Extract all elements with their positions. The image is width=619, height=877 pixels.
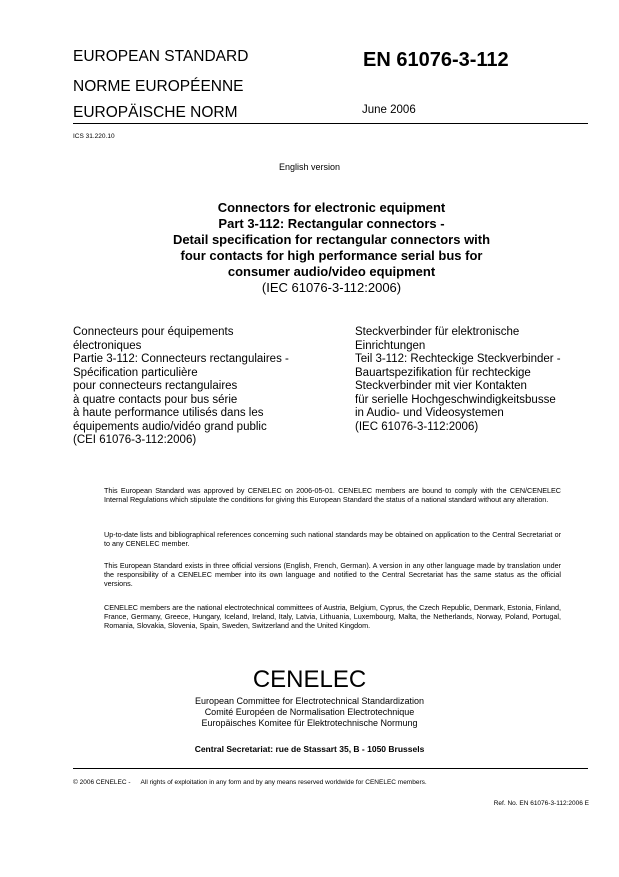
- title-line: Part 3-112: Rectangular connectors -: [218, 216, 445, 231]
- copyright-line: [73, 779, 427, 786]
- title-line: Detail specification for rectangular connectors with: [172, 232, 491, 247]
- standard-label-en: EUROPEAN STANDARD: [73, 48, 249, 65]
- publication-date: June 2006: [362, 104, 416, 116]
- french-line: à haute performance utilisés dans les: [73, 407, 264, 419]
- german-line: Einrichtungen: [355, 339, 426, 352]
- footer-divider: [73, 768, 588, 769]
- approval-paragraph: This European Standard was approved by CENELEC on 2006-05-01. CENELEC members are bound to comply with the CEN/CENELEC Internal Regulations which stipulate the conditions for giving this European Standard the status of a national standard without any alteration.: [104, 486, 561, 504]
- header-divider: [73, 123, 588, 124]
- french-line: à quatre contacts pour bus série: [73, 393, 238, 406]
- german-line: in Audio- und Videosystemen: [355, 407, 504, 419]
- german-line: für serielle Hochgeschwindigkeitsbusse: [355, 393, 556, 406]
- french-line: Spécification particulière: [73, 366, 198, 379]
- document-title: [100, 200, 563, 296]
- title-line: four contacts for high performance serial bus for: [180, 248, 483, 263]
- cenelec-logo-text: CENELEC: [252, 666, 367, 693]
- standard-label-fr: NORME EUROPÉENNE: [73, 78, 244, 95]
- rights-notice: All rights of exploitation in any form and by any means reserved worldwide for CENELEC members.: [140, 779, 427, 786]
- french-line: Connecteurs pour équipements: [73, 326, 234, 338]
- standard-label-de: EUROPÄISCHE NORM: [73, 104, 238, 121]
- french-line: électroniques: [73, 339, 142, 352]
- org-name-de: Europäisches Komitee für Elektrotechnische Normung: [201, 718, 418, 728]
- french-title-block: [73, 326, 289, 448]
- references-paragraph: Up-to-date lists and bibliographical references concerning such national standards may be obtained on application to the Central Secretariat or to any CENELEC member.: [104, 530, 561, 548]
- cenelec-organization: [0, 696, 619, 729]
- title-line: consumer audio/video equipment: [227, 264, 436, 279]
- german-line: Teil 3-112: Rechteckige Steckverbinder -: [355, 353, 561, 365]
- standard-number: EN 61076-3-112: [363, 49, 509, 71]
- members-paragraph: CENELEC members are the national electrotechnical committees of Austria, Belgium, Cyprus, the Czech Republic, Denmark, Estonia, Finland, France, Germany, Greece, Hungary, Iceland, Ireland, Italy, Latvia, Lithuania, Luxembourg, Malta, the Netherlands, Norway, Poland, Portugal, Romania, Slovakia, Slovenia, Spain, Sweden, Switzerland and the United Kingdom.: [104, 603, 561, 630]
- german-line: (IEC 61076-3-112:2006): [355, 420, 479, 433]
- german-line: Steckverbinder für elektronische: [355, 326, 520, 338]
- copyright-notice: © 2006 CENELEC -: [73, 779, 131, 786]
- central-secretariat-address: Central Secretariat: rue de Stassart 35, B - 1050 Brussels: [194, 744, 425, 754]
- ics-code: ICS 31.220.10: [73, 133, 115, 140]
- french-line: équipements audio/vidéo grand public: [73, 420, 267, 433]
- title-iec-reference: (IEC 61076-3-112:2006): [261, 280, 402, 295]
- org-name-fr: Comité Européen de Normalisation Electrotechnique: [204, 707, 415, 717]
- french-line: Partie 3-112: Connecteurs rectangulaires -: [73, 353, 289, 365]
- org-name-en: European Committee for Electrotechnical Standardization: [194, 696, 425, 706]
- german-line: Bauartspezifikation für rechteckige: [355, 366, 531, 379]
- german-line: Steckverbinder mit vier Kontakten: [355, 380, 527, 392]
- french-line: pour connecteurs rectangulaires: [73, 380, 238, 392]
- reference-number: Ref. No. EN 61076-3-112:2006 E: [493, 800, 589, 807]
- versions-paragraph: This European Standard exists in three official versions (English, French, German). A version in any other language made by translation under the responsibility of a CENELEC member into its own language and notified to the Central Secretariat has the same status as the official versions.: [104, 561, 561, 588]
- german-title-block: [355, 326, 561, 434]
- version-label: English version: [278, 162, 341, 172]
- french-line: (CEI 61076-3-112:2006): [73, 434, 197, 446]
- title-line: Connectors for electronic equipment: [217, 200, 446, 215]
